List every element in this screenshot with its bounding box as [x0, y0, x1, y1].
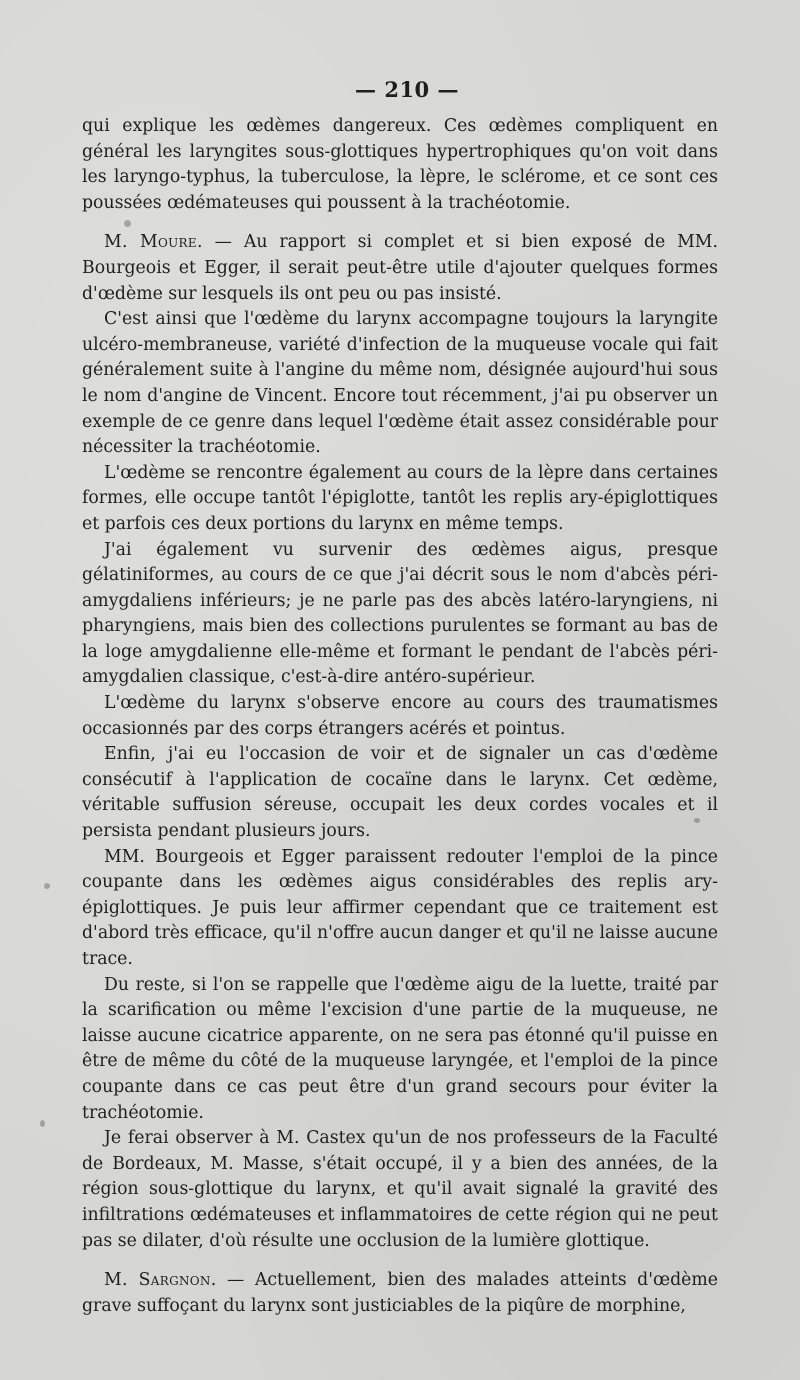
paragraph-moure-intro: [82, 230, 718, 307]
paragraph: [82, 742, 718, 844]
paragraph-text: Enfin, j'ai eu l'occasion de voir et de signaler un cas d'œdème consécutif à l'application de cocaïne dans le larynx. Cet œdème, véritable suffusion séreuse, occupait les deux cordes vocales et il persista pendant plusieurs jours.: [82, 744, 718, 842]
paragraph-text: L'œdème se rencontre également au cours de la lèpre dans certaines formes, elle occupe tantôt l'épiglotte, tantôt les replis ary-épiglottiques et parfois ces deux portions du larynx en même temps.: [82, 462, 718, 534]
paragraph-text: MM. Bourgeois et Egger paraissent redouter l'emploi de la pince coupante dans les œdèmes aigus considérables des replis ary-épiglottiques. Je puis leur affirmer cependant que ce traitement est d'abord très efficace, qu'il n'offre aucun danger et qu'il ne laisse aucune trace.: [82, 846, 718, 969]
paragraph-text: — Au rapport si complet et si bien exposé de MM. Bourgeois et Egger, il serait peut-être utile d'ajouter quelques formes d'œdème sur lesquels ils ont peu ou pas insisté.: [82, 232, 718, 304]
paragraph: [82, 845, 718, 973]
paragraph-text: L'œdème du larynx s'observe encore au cours des traumatismes occasionnés par des corps étrangers acérés et pointus.: [82, 693, 718, 739]
paragraph-text: Je ferai observer à M. Castex qu'un de nos professeurs de la Faculté de Bordeaux, M. Masse, s'était occupé, il y a bien des années, de la région sous-glottique du larynx, et qu'il avait signalé la gravité des infiltrations œdémateuses et inflammatoires de cette région qui ne peut pas se dilater, d'où résulte une occlusion de la lumière glottique.: [82, 1128, 718, 1251]
paragraph: [82, 691, 718, 742]
paragraph-text: — Actuellement, bien des malades atteints d'œdème grave suffoçant du larynx sont justiciables de la piqûre de morphine,: [82, 1270, 718, 1316]
ink-speck: [40, 1120, 45, 1127]
ink-speck: [124, 220, 131, 227]
speaker-name: M. Moure.: [104, 232, 203, 253]
paragraph: [82, 307, 718, 461]
paragraph: [82, 1126, 718, 1254]
paragraph: [82, 973, 718, 1127]
book-page: [82, 72, 718, 1319]
speaker-name: M. Sargnon.: [104, 1270, 217, 1291]
ink-speck: [694, 818, 700, 823]
paragraph-text: qui explique les œdèmes dangereux. Ces œdèmes compliquent en général les laryngites sous-glottiques hypertrophiques qu'on voit dans les laryngo-typhus, la tuberculose, la lèpre, le sclérome, et ce sont ces poussées œdémateuses qui poussent à la trachéotomie.: [82, 116, 718, 213]
paragraph-text: J'ai également vu survenir des œdèmes aigus, presque gélatiniformes, au cours de ce que j'ai décrit sous le nom d'abcès péri-amygdaliens inférieurs; je ne parle pas des abcès latéro-laryngiens, ni pharyngiens, mais bien des collections purulentes se formant au bas de la loge amygdalienne elle-même et formant le pendant de l'abcès péri-amygdalien classique, c'est-à-dire antéro-supérieur.: [82, 539, 718, 688]
ink-speck: [44, 883, 50, 889]
paragraph-continuation: [82, 114, 718, 216]
paragraph-text: C'est ainsi que l'œdème du larynx accompagne toujours la laryngite ulcéro-membraneuse, variété d'infection de la muqueuse vocale qui fait généralement suite à l'angine du même nom, désignée aujourd'hui sous le nom d'angine de Vincent. Encore tout récemment, j'ai pu observer un exemple de ce genre dans lequel l'œdème était assez considérable pour nécessiter la trachéotomie.: [82, 309, 718, 458]
paragraph-text: Du reste, si l'on se rappelle que l'œdème aigu de la luette, traité par la scarification ou même l'excision d'une partie de la muqueuse, ne laisse aucune cicatrice apparente, on ne sera pas étonné qu'il puisse en être de même du côté de la muqueuse laryngée, et l'emploi de la pince coupante dans ce cas peut être d'un grand secours pour éviter la trachéotomie.: [82, 974, 718, 1123]
paragraph: [82, 461, 718, 538]
paragraph-sargnon-intro: [82, 1268, 718, 1319]
page-number: — 210 —: [355, 77, 459, 102]
paragraph: [82, 538, 718, 692]
